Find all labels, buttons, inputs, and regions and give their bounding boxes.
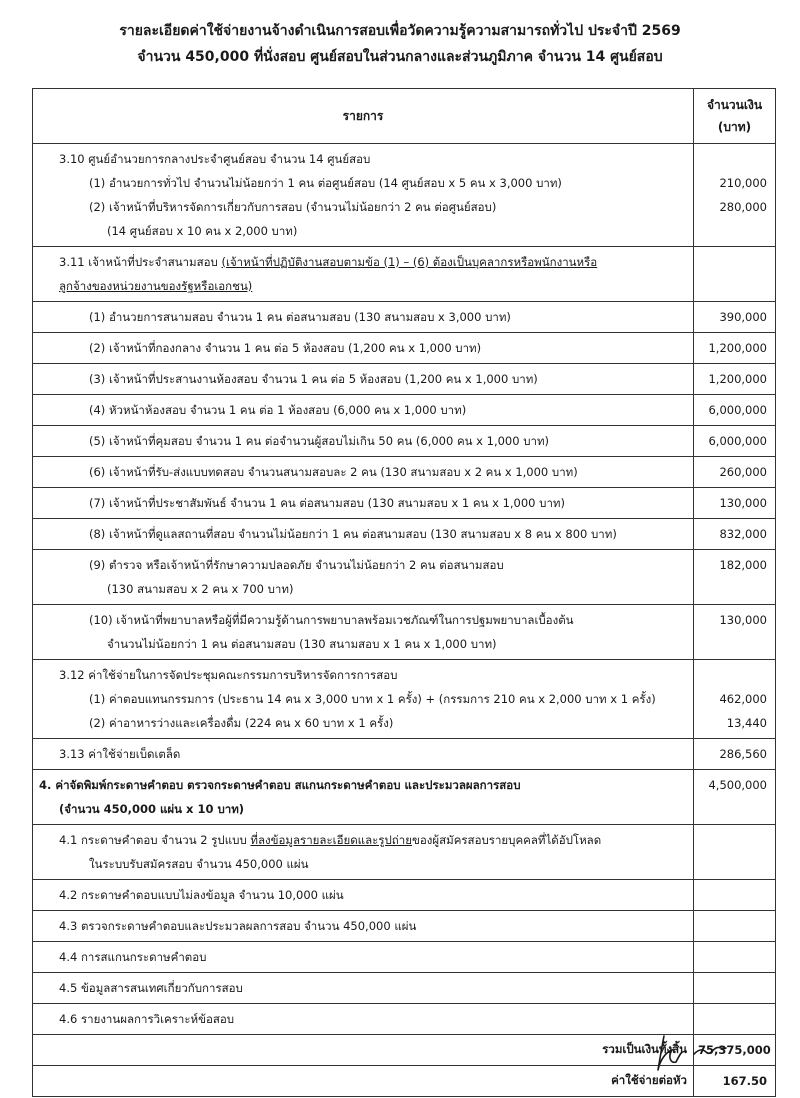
table-row-3-11-heading — [33, 247, 776, 302]
row-4-line1: 4. ค่าจัดพิมพ์กระดาษคำตอบ ตรวจกระดาษคำตอบ สแกนกระดาษคำตอบ และประมวลผลการสอบ — [39, 778, 521, 792]
row-3-11-item-amount: 390,000 — [694, 302, 776, 333]
table-header-row — [33, 89, 776, 144]
table-row — [33, 426, 776, 457]
row-4-1-line1 — [37, 828, 689, 852]
row-4-1-line2: ในระบบรับสมัครสอบ จำนวน 450,000 แผ่น — [89, 857, 309, 871]
row-3-11-heading-line2: ลูกจ้างของหน่วยงานของรัฐหรือเอกชน) — [59, 279, 253, 293]
table-row-4 — [33, 770, 776, 825]
row-3-11-heading-line1 — [37, 250, 689, 274]
row-4-6-text: 4.6 รายงานผลการวิเคราะห์ข้อสอบ — [59, 1012, 235, 1026]
row-3-12-heading: 3.12 ค่าใช้จ่ายในการจัดประชุมคณะกรรมการบริหารจัดการการสอบ — [59, 668, 398, 682]
table-row — [33, 457, 776, 488]
table-row-3-11-item9 — [33, 550, 776, 605]
row-3-11-item10-line2: จำนวนไม่น้อยกว่า 1 คน ต่อสนามสอบ (130 สนามสอบ x 1 คน x 1,000 บาท) — [107, 637, 497, 651]
row-3-10-item2-line2: (14 ศูนย์สอบ x 10 คน x 2,000 บาท) — [107, 224, 298, 238]
table-row-4-3 — [33, 911, 776, 942]
row-3-11-item-text: (5) เจ้าหน้าที่คุมสอบ จำนวน 1 คน ต่อจำนวนผู้สอบไม่เกิน 50 คน (6,000 คน x 1,000 บาท) — [89, 434, 550, 448]
per-head-amount: 167.50 — [694, 1066, 776, 1097]
row-4-amount: 4,500,000 — [694, 770, 776, 825]
row-3-10-item2-amount: 280,000 — [719, 200, 767, 214]
row-3-10-amount — [694, 144, 776, 247]
row-3-11-item9-line2: (130 สนามสอบ x 2 คน x 700 บาท) — [107, 582, 294, 596]
expense-table — [32, 88, 776, 1097]
header-amount-line2: (บาท) — [717, 120, 752, 134]
table-row — [33, 364, 776, 395]
row-3-11-item-amount: 832,000 — [694, 519, 776, 550]
row-3-10-desc — [33, 144, 694, 247]
grand-total-amount: 75,375,000 — [694, 1035, 776, 1066]
header-amount — [694, 89, 776, 144]
row-3-11-item-text: (7) เจ้าหน้าที่ประชาสัมพันธ์ จำนวน 1 คน ต่อสนามสอบ (130 สนามสอบ x 1 คน x 1,000 บาท) — [89, 496, 565, 510]
table-row-3-10 — [33, 144, 776, 247]
table-row-3-11-item10 — [33, 605, 776, 660]
row-3-11-item-text: (2) เจ้าหน้าที่กองกลาง จำนวน 1 คน ต่อ 5 ห้องสอบ (1,200 คน x 1,000 บาท) — [89, 341, 482, 355]
row-4-5-text: 4.5 ข้อมูลสารสนเทศเกี่ยวกับการสอบ — [59, 981, 243, 995]
table-row — [33, 395, 776, 426]
table-row — [33, 488, 776, 519]
row-3-11-item9-amount: 182,000 — [694, 550, 776, 605]
table-row-3-13 — [33, 739, 776, 770]
row-4-2-text: 4.2 กระดาษคำตอบแบบไม่ลงข้อมูล จำนวน 10,000 แผ่น — [59, 888, 344, 902]
row-4-1-suffix: ของผู้สมัครสอบรายบุคคลที่ได้อัปโหลด — [411, 833, 602, 847]
header-amount-line1: จำนวนเงิน — [706, 98, 763, 112]
row-3-10-heading: 3.10 ศูนย์อำนวยการกลางประจำศูนย์สอบ จำนวน 14 ศูนย์สอบ — [59, 152, 371, 166]
grand-total-label: รวมเป็นเงินทั้งสิ้น — [33, 1035, 694, 1066]
row-3-10-item1-amount: 210,000 — [719, 176, 767, 190]
row-3-12-item2: (2) ค่าอาหารว่างและเครื่องดื่ม (224 คน x 60 บาท x 1 ครั้ง) — [89, 716, 394, 730]
table-row — [33, 302, 776, 333]
row-3-11-item-text: (3) เจ้าหน้าที่ประสานงานห้องสอบ จำนวน 1 คน ต่อ 5 ห้องสอบ (1,200 คน x 1,000 บาท) — [89, 372, 538, 386]
row-3-11-item-amount: 6,000,000 — [694, 395, 776, 426]
row-4-1-prefix: 4.1 กระดาษคำตอบ จำนวน 2 รูปแบบ — [59, 833, 251, 847]
table-row-4-1 — [33, 825, 776, 880]
row-3-11-item9-line1: (9) ตำรวจ หรือเจ้าหน้าที่รักษาความปลอดภัย จำนวนไม่น้อยกว่า 2 คน ต่อสนามสอบ — [89, 558, 504, 572]
row-3-11-heading-underlined: (เจ้าหน้าที่ปฏิบัติงานสอบตามข้อ (1) – (6) ต้องเป็นบุคลากรหรือพนักงานหรือ — [221, 255, 598, 269]
table-row-3-12 — [33, 660, 776, 739]
row-3-12-item1: (1) ค่าตอบแทนกรรมการ (ประธาน 14 คน x 3,000 บาท x 1 ครั้ง) + (กรรมการ 210 คน x 2,000 บาท x 1 ครั้ง) — [89, 692, 656, 706]
row-3-12-item2-amount: 13,440 — [726, 716, 767, 730]
row-4-line2: (จำนวน 450,000 แผ่น x 10 บาท) — [59, 802, 245, 816]
table-row-4-2 — [33, 880, 776, 911]
row-3-11-item-amount: 130,000 — [694, 488, 776, 519]
signature-icon — [650, 1030, 730, 1074]
row-3-11-heading-amount — [694, 247, 776, 302]
table-row-4-5 — [33, 973, 776, 1004]
row-4-3-text: 4.3 ตรวจกระดาษคำตอบและประมวลผลการสอบ จำนวน 450,000 แผ่น — [59, 919, 417, 933]
document-title-line1: รายละเอียดค่าใช้จ่ายงานจ้างดำเนินการสอบเพื่อวัดความรู้ความสามารถทั่วไป ประจำปี 2569 — [119, 23, 681, 39]
row-3-11-item-text: (8) เจ้าหน้าที่ดูแลสถานที่สอบ จำนวนไม่น้อยกว่า 1 คน ต่อสนามสอบ (130 สนามสอบ x 8 คน x 800 บาท) — [89, 527, 617, 541]
row-3-11-item-amount: 260,000 — [694, 457, 776, 488]
row-4-1-underlined: ที่ลงข้อมูลรายละเอียดและรูปถ่าย — [250, 833, 412, 847]
row-3-11-item10-line1: (10) เจ้าหน้าที่พยาบาลหรือผู้ที่มีความรู้ด้านการพยาบาลพร้อมเวชภัณฑ์ในการปฐมพยาบาลเบื้องต้น — [89, 613, 574, 627]
row-3-11-item-text: (4) หัวหน้าห้องสอบ จำนวน 1 คน ต่อ 1 ห้องสอบ (6,000 คน x 1,000 บาท) — [89, 403, 467, 417]
row-3-11-item-text: (6) เจ้าหน้าที่รับ-ส่งแบบทดสอบ จำนวนสนามสอบละ 2 คน (130 สนามสอบ x 2 คน x 1,000 บาท) — [89, 465, 578, 479]
row-3-11-item-text: (1) อำนวยการสนามสอบ จำนวน 1 คน ต่อสนามสอบ (130 สนามสอบ x 3,000 บาท) — [89, 310, 511, 324]
per-head-label: ค่าใช้จ่ายต่อหัว — [33, 1066, 694, 1097]
table-row — [33, 519, 776, 550]
row-3-11-item-amount: 6,000,000 — [694, 426, 776, 457]
row-4-4-text: 4.4 การสแกนกระดาษคำตอบ — [59, 950, 207, 964]
row-3-11-item10-amount: 130,000 — [694, 605, 776, 660]
row-3-12-item1-amount: 462,000 — [719, 692, 767, 706]
row-3-13-text: 3.13 ค่าใช้จ่ายเบ็ดเตล็ด — [59, 747, 181, 761]
row-3-11-heading-desc — [33, 247, 694, 302]
row-3-11-heading-prefix: 3.11 เจ้าหน้าที่ประจำสนามสอบ — [59, 255, 222, 269]
row-3-13-amount: 286,560 — [694, 739, 776, 770]
row-3-10-item2-line1: (2) เจ้าหน้าที่บริหารจัดการเกี่ยวกับการสอบ (จำนวนไม่น้อยกว่า 2 คน ต่อศูนย์สอบ) — [89, 200, 497, 214]
row-3-11-item-amount: 1,200,000 — [694, 333, 776, 364]
table-row — [33, 333, 776, 364]
row-3-11-item-amount: 1,200,000 — [694, 364, 776, 395]
document-title-line2: จำนวน 450,000 ที่นั่งสอบ ศูนย์สอบในส่วนกลางและส่วนภูมิภาค จำนวน 14 ศูนย์สอบ — [137, 49, 663, 65]
header-item: รายการ — [33, 89, 694, 144]
table-row-4-4 — [33, 942, 776, 973]
row-3-10-item1: (1) อำนวยการทั่วไป จำนวนไม่น้อยกว่า 1 คน ต่อศูนย์สอบ (14 ศูนย์สอบ x 5 คน x 3,000 บาท) — [89, 176, 562, 190]
